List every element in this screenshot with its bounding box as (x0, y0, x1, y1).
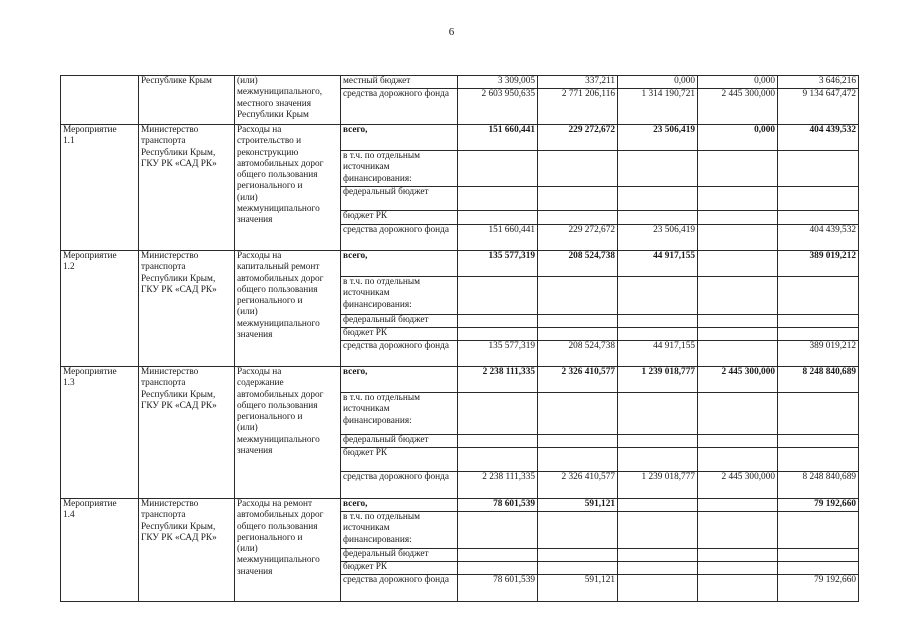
description-line: регионального и (237, 296, 303, 307)
value-cell (618, 575, 698, 602)
empty-cell (618, 151, 698, 187)
empty-cell (778, 328, 859, 341)
organization-line: Министерство (141, 367, 199, 377)
empty-cell (538, 211, 618, 225)
description-line: общего пользования (237, 400, 318, 411)
value-cell: 0,000 (618, 76, 698, 89)
description-line: Расходы на (237, 125, 282, 135)
empty-cell (458, 277, 538, 315)
value-cell: 404 439,532 (778, 225, 859, 251)
description-line: (или) (237, 76, 258, 86)
table-row (61, 125, 859, 151)
value-cell: 2 771 206,116 (538, 89, 618, 125)
value-cell: 1 314 190,721 (618, 89, 698, 125)
description-cell (235, 76, 341, 125)
empty-cell (778, 315, 859, 328)
description-cell (235, 499, 341, 602)
value-cell: 2 326 410,577 (538, 472, 618, 499)
empty-cell (698, 435, 778, 448)
empty-cell (698, 328, 778, 341)
value-cell: 44 917,155 (618, 341, 698, 367)
empty-cell (458, 435, 538, 448)
value-cell (698, 341, 778, 367)
empty-cell (618, 549, 698, 562)
value-cell (698, 499, 778, 512)
description-line: Республики Крым (237, 109, 309, 120)
organization-line: Республики Крым, (141, 147, 216, 158)
road-fund-label: средства дорожного фонда (341, 575, 458, 602)
value-cell: 0,000 (698, 76, 778, 89)
description-line: значения (237, 215, 273, 226)
organization-line: ГКУ РК «САД РК» (141, 532, 217, 543)
description-line: регионального и (237, 181, 303, 192)
value-cell: 78 601,539 (458, 575, 538, 602)
empty-cell (698, 549, 778, 562)
empty-cell (538, 151, 618, 187)
table-row (61, 76, 859, 89)
value-cell: 389 019,212 (778, 251, 859, 277)
budget-table (60, 75, 859, 602)
description-line: межмуниципального, (237, 87, 323, 98)
empty-cell (698, 187, 778, 211)
value-cell: 591,121 (538, 499, 618, 512)
including-label: в т.ч. по отдельным источникам финансирования: (341, 151, 458, 187)
organization-line: транспорта (141, 136, 186, 147)
description-line: Расходы на (237, 251, 282, 261)
value-cell: 2 445 300,000 (698, 367, 778, 393)
federal-budget-label: федеральный бюджет (341, 549, 458, 562)
empty-cell (458, 512, 538, 549)
empty-cell (458, 448, 538, 472)
empty-cell (458, 211, 538, 225)
description-line: межмуниципального (237, 434, 320, 445)
empty-cell (458, 151, 538, 187)
source-cell: местный бюджет (341, 76, 458, 89)
measure-label: 1.3 (63, 378, 75, 389)
empty-cell (458, 549, 538, 562)
value-cell: 229 272,672 (538, 125, 618, 151)
value-cell: 151 660,441 (458, 125, 538, 151)
measure-label: Мероприятие (63, 367, 117, 377)
empty-cell (538, 448, 618, 472)
value-cell: 2 238 111,335 (458, 472, 538, 499)
value-cell: 3 646,216 (778, 76, 859, 89)
measure-label: 1.1 (63, 136, 75, 147)
description-line: значения (237, 330, 273, 341)
empty-cell (778, 562, 859, 575)
description-line: автомобильных дорог (237, 158, 324, 169)
measure-label-cell (61, 76, 139, 125)
empty-cell (778, 448, 859, 472)
empty-cell (698, 448, 778, 472)
page-number: 6 (448, 26, 455, 38)
empty-cell (778, 549, 859, 562)
value-cell: 2 326 410,577 (538, 367, 618, 393)
description-line: (или) (237, 544, 258, 555)
rk-budget-label: бюджет РК (341, 448, 458, 472)
description-cell (235, 251, 341, 367)
value-cell: 3 309,005 (458, 76, 538, 89)
total-label: всего, (341, 499, 458, 512)
value-cell: 8 248 840,689 (778, 367, 859, 393)
including-label: в т.ч. по отдельным источникам финансирования: (341, 512, 458, 549)
empty-cell (778, 435, 859, 448)
rk-budget-label: бюджет РК (341, 328, 458, 341)
value-cell: 79 192,660 (778, 575, 859, 602)
empty-cell (618, 393, 698, 435)
value-cell: 0,000 (698, 125, 778, 151)
description-line: содержание (237, 378, 284, 389)
description-line: регионального и (237, 532, 303, 543)
value-cell: 229 272,672 (538, 225, 618, 251)
empty-cell (778, 512, 859, 549)
description-line: регионального и (237, 412, 303, 423)
value-cell: 2 445 300,000 (698, 472, 778, 499)
road-fund-label: средства дорожного фонда (341, 472, 458, 499)
value-cell: 78 601,539 (458, 499, 538, 512)
description-line: Расходы на (237, 367, 282, 377)
empty-cell (538, 393, 618, 435)
organization-line: ГКУ РК «САД РК» (141, 400, 217, 411)
organization-cell (139, 367, 235, 499)
empty-cell (698, 315, 778, 328)
measure-label: 1.4 (63, 510, 75, 521)
organization-cell: Республике Крым (139, 76, 235, 125)
description-line: Расходы на ремонт (237, 499, 313, 509)
empty-cell (618, 562, 698, 575)
federal-budget-label: федеральный бюджет (341, 187, 458, 211)
empty-cell (618, 187, 698, 211)
table-row (61, 367, 859, 393)
description-line: местного значения (237, 98, 312, 109)
empty-cell (538, 512, 618, 549)
federal-budget-label: федеральный бюджет (341, 435, 458, 448)
table-row (61, 499, 859, 512)
empty-cell (538, 187, 618, 211)
description-line: (или) (237, 192, 258, 203)
description-line: автомобильных дорог (237, 389, 324, 400)
value-cell: 44 917,155 (618, 251, 698, 277)
empty-cell (538, 549, 618, 562)
value-cell: 23 506,419 (618, 225, 698, 251)
empty-cell (618, 435, 698, 448)
value-cell (698, 225, 778, 251)
description-line: (или) (237, 307, 258, 318)
value-cell: 337,211 (538, 76, 618, 89)
value-cell: 208 524,738 (538, 341, 618, 367)
measure-label-cell (61, 125, 139, 251)
organization-line: Министерство (141, 251, 199, 261)
value-cell: 79 192,660 (778, 499, 859, 512)
value-cell: 135 577,319 (458, 341, 538, 367)
value-cell (618, 499, 698, 512)
source-cell: средства дорожного фонда (341, 89, 458, 125)
value-cell: 1 239 018,777 (618, 472, 698, 499)
empty-cell (538, 315, 618, 328)
measure-label: Мероприятие (63, 125, 117, 135)
description-line: общего пользования (237, 170, 318, 181)
empty-cell (778, 187, 859, 211)
value-cell: 389 019,212 (778, 341, 859, 367)
description-line: значения (237, 566, 273, 577)
table-row (61, 251, 859, 277)
empty-cell (698, 393, 778, 435)
organization-cell (139, 251, 235, 367)
empty-cell (458, 562, 538, 575)
empty-cell (618, 277, 698, 315)
total-label: всего, (341, 251, 458, 277)
description-line: межмуниципального (237, 204, 320, 215)
value-cell: 208 524,738 (538, 251, 618, 277)
empty-cell (698, 277, 778, 315)
measure-label: Мероприятие (63, 251, 117, 261)
empty-cell (618, 448, 698, 472)
value-cell: 2 445 300,000 (698, 89, 778, 125)
measure-label: 1.2 (63, 262, 75, 273)
description-line: реконструкцию (237, 147, 299, 158)
empty-cell (698, 151, 778, 187)
empty-cell (618, 315, 698, 328)
description-cell (235, 125, 341, 251)
organization-line: Республики Крым, (141, 521, 216, 532)
value-cell (698, 575, 778, 602)
empty-cell (698, 562, 778, 575)
empty-cell (698, 512, 778, 549)
description-line: общего пользования (237, 521, 318, 532)
value-cell: 23 506,419 (618, 125, 698, 151)
road-fund-label: средства дорожного фонда (341, 341, 458, 367)
including-label: в т.ч. по отдельным источникам финансирования: (341, 393, 458, 435)
value-cell: 1 239 018,777 (618, 367, 698, 393)
description-line: общего пользования (237, 284, 318, 295)
empty-cell (458, 393, 538, 435)
description-line: межмуниципального (237, 555, 320, 566)
description-line: (или) (237, 423, 258, 434)
empty-cell (538, 562, 618, 575)
value-cell: 2 238 111,335 (458, 367, 538, 393)
empty-cell (778, 151, 859, 187)
empty-cell (778, 277, 859, 315)
empty-cell (458, 328, 538, 341)
value-cell: 591,121 (538, 575, 618, 602)
organization-cell (139, 499, 235, 602)
organization-line: Республики Крым, (141, 273, 216, 284)
description-cell (235, 367, 341, 499)
value-cell: 2 603 950,635 (458, 89, 538, 125)
description-line: межмуниципального (237, 318, 320, 329)
description-line: автомобильных дорог (237, 510, 324, 521)
value-cell: 151 660,441 (458, 225, 538, 251)
organization-cell (139, 125, 235, 251)
value-cell: 8 248 840,689 (778, 472, 859, 499)
measure-label-cell (61, 251, 139, 367)
rk-budget-label: бюджет РК (341, 211, 458, 225)
measure-label-cell (61, 499, 139, 602)
empty-cell (778, 393, 859, 435)
organization-line: Министерство (141, 499, 199, 509)
empty-cell (698, 211, 778, 225)
road-fund-label: средства дорожного фонда (341, 225, 458, 251)
organization-line: Министерство (141, 125, 199, 135)
including-label: в т.ч. по отдельным источникам финансирования: (341, 277, 458, 315)
value-cell: 404 439,532 (778, 125, 859, 151)
empty-cell (618, 328, 698, 341)
total-label: всего, (341, 125, 458, 151)
organization-line: Республики Крым, (141, 389, 216, 400)
empty-cell (538, 277, 618, 315)
organization-line: транспорта (141, 510, 186, 521)
value-cell (698, 251, 778, 277)
empty-cell (458, 187, 538, 211)
description-line: капитальный ремонт (237, 262, 320, 273)
value-cell: 9 134 647,472 (778, 89, 859, 125)
empty-cell (458, 315, 538, 328)
empty-cell (618, 211, 698, 225)
measure-label-cell (61, 367, 139, 499)
description-line: значения (237, 446, 273, 457)
measure-label: Мероприятие (63, 499, 117, 509)
organization-line: ГКУ РК «САД РК» (141, 284, 217, 295)
organization-line: ГКУ РК «САД РК» (141, 158, 217, 169)
total-label: всего, (341, 367, 458, 393)
rk-budget-label: бюджет РК (341, 562, 458, 575)
organization-line: транспорта (141, 378, 186, 389)
empty-cell (778, 211, 859, 225)
value-cell: 135 577,319 (458, 251, 538, 277)
federal-budget-label: федеральный бюджет (341, 315, 458, 328)
organization-line: транспорта (141, 262, 186, 273)
empty-cell (538, 435, 618, 448)
description-line: строительство и (237, 136, 302, 147)
empty-cell (538, 328, 618, 341)
description-line: автомобильных дорог (237, 273, 324, 284)
empty-cell (618, 512, 698, 549)
